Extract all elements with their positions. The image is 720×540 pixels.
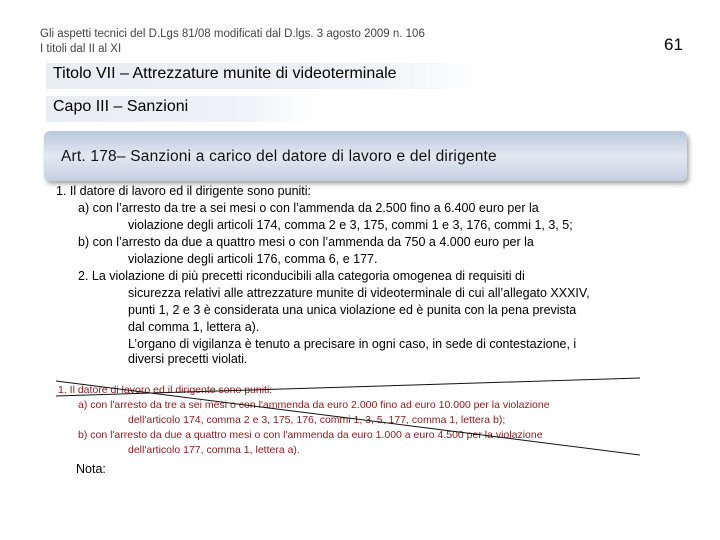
new-line-5: violazione degli articoli 176, comma 6, e 177. [128,252,378,266]
old-line-5: dell'articolo 177, comma 1, lettera a). [128,444,300,456]
nota-label: Nota: [76,462,106,476]
new-line-4: b) con l’arresto da due a quattro mesi o con l’ammenda da 750 a 4.000 euro per la [78,235,534,249]
article-title: Art. 178– Sanzioni a carico del datore di lavoro e del dirigente [61,148,497,165]
new-line-11: diversi precetti violati. [128,352,248,366]
old-line-1: 1. Il datore di lavoro ed il dirigente sono puniti: [58,384,273,396]
new-line-6: 2. La violazione di più precetti riconducibili alla categoria omogenea di requisiti di [78,269,525,283]
old-line-3: dell'articolo 174, comma 2 e 3, 175, 176, commi 1, 3, 5, 177, comma 1, lettera b); [128,414,506,426]
page-number: 61 [664,35,683,54]
new-line-3: violazione degli articoli 174, comma 2 e 3, 175, commi 1 e 3, 176, commi 1, 3, 5; [128,218,573,232]
cross-line-1 [56,381,640,455]
capo-heading: Capo III – Sanzioni [53,98,189,115]
new-line-1: 1. Il datore di lavoro ed il dirigente sono puniti: [56,184,312,198]
new-line-2: a) con l’arresto da tre a sei mesi o con l’ammenda da 2.500 fino a 6.400 euro per la [78,201,539,215]
new-line-9: dal comma 1, lettera a). [128,320,260,334]
cross-line-2 [56,378,640,396]
new-line-8: punti 1, 2 e 3 è considerata una unica violazione ed è punita con la pena prevista [128,303,577,317]
header-line-2: I titoli dal II al XI [40,43,122,55]
titolo-heading: Titolo VII – Attrezzature munite di videoterminale [53,65,397,82]
old-line-2: a) con l'arresto da tre a sei mesi o con l'ammenda da euro 2.000 fino ad euro 10.000 per la violazione [78,399,550,411]
header-line-1: Gli aspetti tecnici del D.Lgs 81/08 modificati dal D.lgs. 3 agosto 2009 n. 106 [40,28,425,40]
new-line-7: sicurezza relativi alle attrezzature munite di videoterminale di cui all’allegato XXXIV, [128,286,590,300]
old-line-4: b) con l'arresto da due a quattro mesi o con l'ammenda da euro 1.000 a euro 4.500 per la violazione [78,429,543,441]
new-line-10: L’organo di vigilanza è tenuto a precisare in ogni caso, in sede di contestazione, i [128,337,577,351]
